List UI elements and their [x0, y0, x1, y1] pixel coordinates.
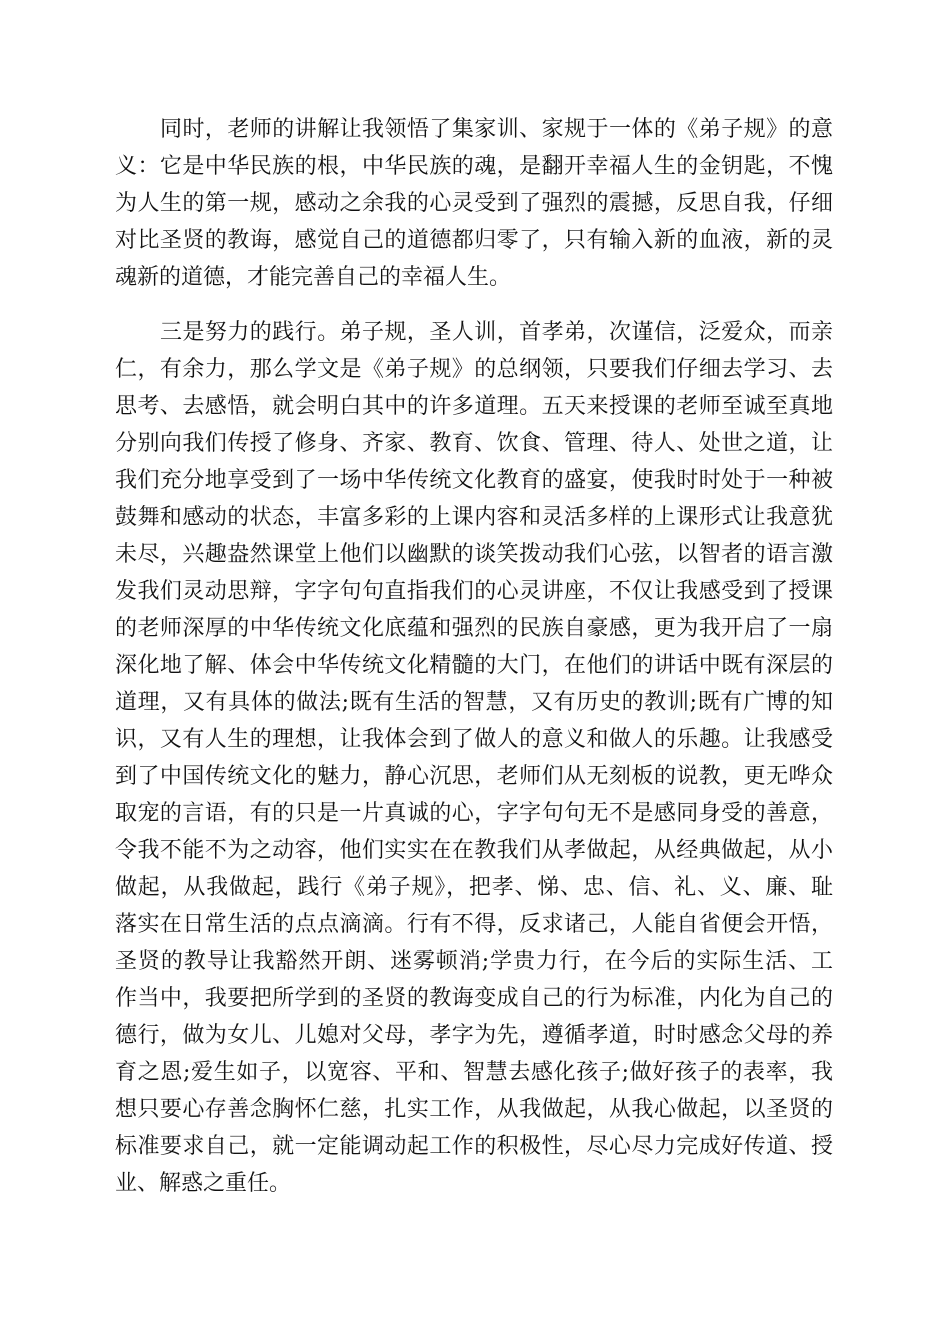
- text-line: 育之恩;爱生如子，以宽容、平和、智慧去感化孩子;做好孩子的表率，我: [115, 1060, 833, 1085]
- text-line: 仁，有余力，那么学文是《弟子规》的总纲领，只要我们仔细去学习、去: [115, 357, 833, 382]
- text-line: 鼓舞和感动的状态，丰富多彩的上课内容和灵活多样的上课形式让我意犹: [115, 505, 833, 530]
- document-body: [115, 111, 833, 1202]
- text-line: 想只要心存善念胸怀仁慈，扎实工作，从我做起，从我心做起，以圣贤的: [115, 1097, 833, 1122]
- text-line: 落实在日常生活的点点滴滴。行有不得，反求诸己，人能自省便会开悟，: [115, 912, 833, 937]
- paragraph-gap: [115, 296, 833, 314]
- text-line: 到了中国传统文化的魅力，静心沉思，老师们从无刻板的说教，更无哗众: [115, 764, 833, 789]
- text-line: 标准要求自己，就一定能调动起工作的积极性，尽心尽力完成好传道、授: [115, 1134, 833, 1159]
- text-line: 三是努力的践行。弟子规，圣人训，首孝弟，次谨信，泛爱众，而亲: [160, 320, 833, 345]
- text-line: 发我们灵动思辩，字字句句直指我们的心灵讲座，不仅让我感受到了授课: [115, 579, 833, 604]
- text-line: 对比圣贤的教诲，感觉自己的道德都归零了，只有输入新的血液，新的灵: [115, 228, 833, 253]
- text-line: 同时，老师的讲解让我领悟了集家训、家规于一体的《弟子规》的意: [160, 117, 833, 142]
- text-line: 道理，又有具体的做法;既有生活的智慧，又有历史的教训;既有广博的知: [115, 690, 833, 715]
- text-line: 我们充分地享受到了一场中华传统文化教育的盛宴，使我时时处于一种被: [115, 468, 833, 493]
- text-line: 深化地了解、体会中华传统文化精髓的大门，在他们的讲话中既有深层的: [115, 653, 833, 678]
- paragraph-1: [115, 111, 833, 296]
- text-line: 做起，从我做起，践行《弟子规》，把孝、悌、忠、信、礼、义、廉、耻: [115, 875, 833, 900]
- text-line: 圣贤的教导让我豁然开朗、迷雾顿消;学贵力行，在今后的实际生活、工: [115, 949, 833, 974]
- text-line: 的老师深厚的中华传统文化底蕴和强烈的民族自豪感，更为我开启了一扇: [115, 616, 833, 641]
- paragraph-2: [115, 314, 833, 1202]
- text-line: 德行，做为女儿、儿媳对父母，孝字为先，遵循孝道，时时感念父母的养: [115, 1023, 833, 1048]
- text-line: 分别向我们传授了修身、齐家、教育、饮食、管理、待人、处世之道，让: [115, 431, 833, 456]
- text-line: 思考、去感悟，就会明白其中的许多道理。五天来授课的老师至诚至真地: [115, 394, 833, 419]
- text-line: 魂新的道德，才能完善自己的幸福人生。: [115, 265, 512, 290]
- text-line: 取宠的言语，有的只是一片真诚的心，字字句句无不是感同身受的善意，: [115, 801, 833, 826]
- text-line: 未尽，兴趣盎然课堂上他们以幽默的谈笑拨动我们心弦，以智者的语言激: [115, 542, 833, 567]
- text-line: 业、解惑之重任。: [115, 1171, 292, 1196]
- text-line: 令我不能不为之动容，他们实实在在教我们从孝做起，从经典做起，从小: [115, 838, 833, 863]
- text-line: 为人生的第一规，感动之余我的心灵受到了强烈的震撼，反思自我，仔细: [115, 191, 833, 216]
- text-line: 作当中，我要把所学到的圣贤的教诲变成自己的行为标准，内化为自己的: [115, 986, 833, 1011]
- text-line: 识，又有人生的理想，让我体会到了做人的意义和做人的乐趣。让我感受: [115, 727, 833, 752]
- text-line: 义：它是中华民族的根，中华民族的魂，是翻开幸福人生的金钥匙，不愧: [115, 154, 833, 179]
